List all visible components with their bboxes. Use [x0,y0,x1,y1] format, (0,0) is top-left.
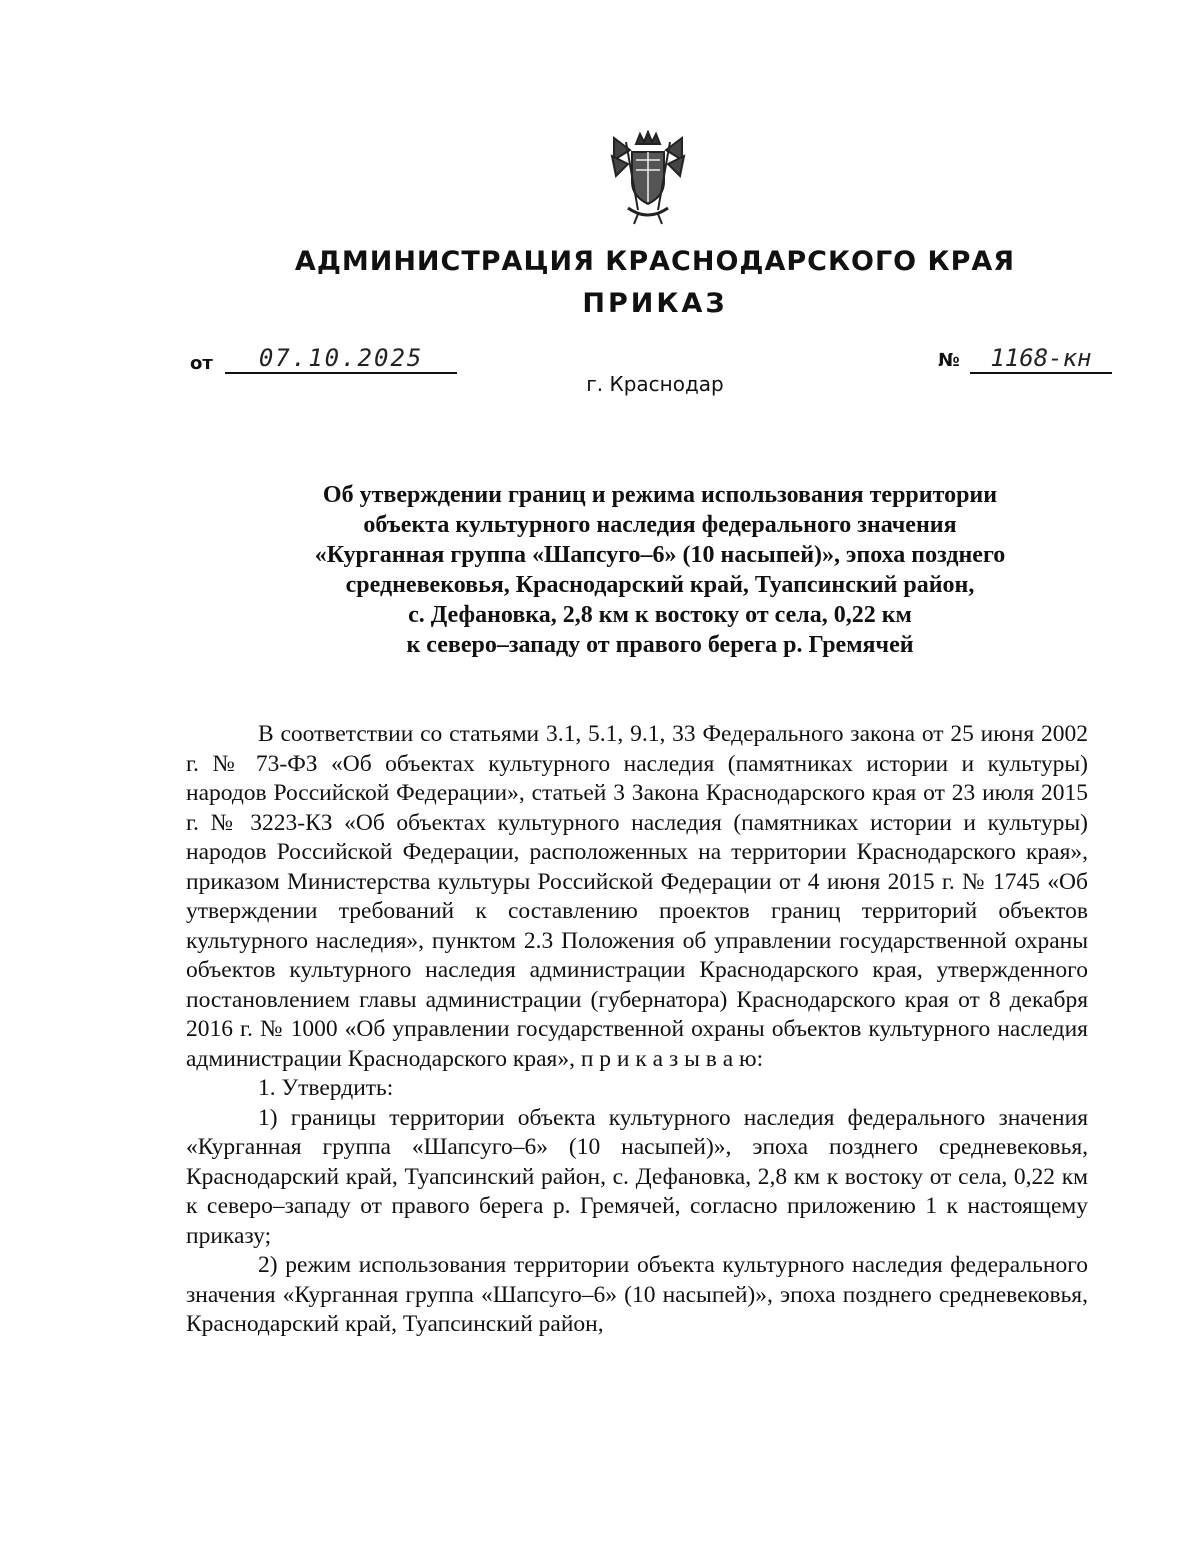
date-value: 07.10.2025 [225,344,457,374]
body-paragraph: 1. Утвердить: [258,1075,394,1101]
body-paragraph: 1) границы территории объекта культурного наследия федерального значения «Курганная группа «Шапсуго–6» (10 насыпей)», эпоха позднего средневековья, Краснодарский край, Туапсинский район, с. Дефановка, 2,8 км к востоку от села, 0,22 км к северо–западу от правого берега р. Гремячей, согласно приложению 1 к настоящему приказу; [186,1104,1088,1249]
organization-name: АДМИНИСТРАЦИЯ КРАСНОДАРСКОГО КРАЯ [294,246,1016,277]
body-paragraph: В соответствии со статьями 3.1, 5.1, 9.1, 33 Федерального закона от 25 июня 2002 г. № 73-ФЗ «Об объектах культурного наследия (памятниках истории и культуры) народов Российской Федерации», статьей 3 Закона Краснодарского края от 23 июля 2015 г. № 3223-КЗ «Об объектах культурного наследия (памятниках истории и культуры) народов Российской Федерации, расположенных на территории Краснодарского края», приказом Министерства культуры Российской Федерации от 4 июня 2015 г. № 1745 «Об утверждении требований к составлению проектов границ территорий объектов культурного наследия», пунктом 2.3 Положения об управлении государственной охраны объектов культурного наследия администрации Краснодарского края, утвержденного постановлением главы администрации (губернатора) Краснодарского края от 8 декабря 2016 г. № 1000 «Об управлении государственной охраны объектов культурного наследия администрации Краснодарского края», п р и к а з ы в а ю: [186,721,1088,1072]
document-number [938,344,1112,374]
title-line: к северо–западу от правого берега р. Гремячей [406,632,914,658]
title-line: с. Дефановка, 2,8 км к востоку от села, 0,22 км [408,602,912,628]
title-line: «Курганная группа «Шапсуго–6» (10 насыпей)», эпоха позднего [314,542,1006,568]
document-type: ПРИКАЗ [582,288,728,319]
document-date [190,344,457,374]
date-prefix: от [190,353,213,374]
title-line: Об утверждении границ и режима использования территории [322,482,998,508]
krasnodar-coat-of-arms-icon [608,130,688,226]
title-line: средневековья, Краснодарский край, Туапсинский район, [345,572,975,598]
document-city: г. Краснодар [586,372,724,396]
body-paragraph: 2) режим использования территории объекта культурного наследия федерального значения «Курганная группа «Шапсуго–6» (10 насыпей)», эпоха позднего средневековья, Краснодарский край, Туапсинский район, [186,1252,1088,1337]
document-body [186,720,1088,1340]
number-prefix: № [938,350,960,371]
number-value: 1168-кн [970,344,1112,374]
document-title [230,480,1090,660]
title-line: объекта культурного наследия федерального значения [363,512,957,538]
